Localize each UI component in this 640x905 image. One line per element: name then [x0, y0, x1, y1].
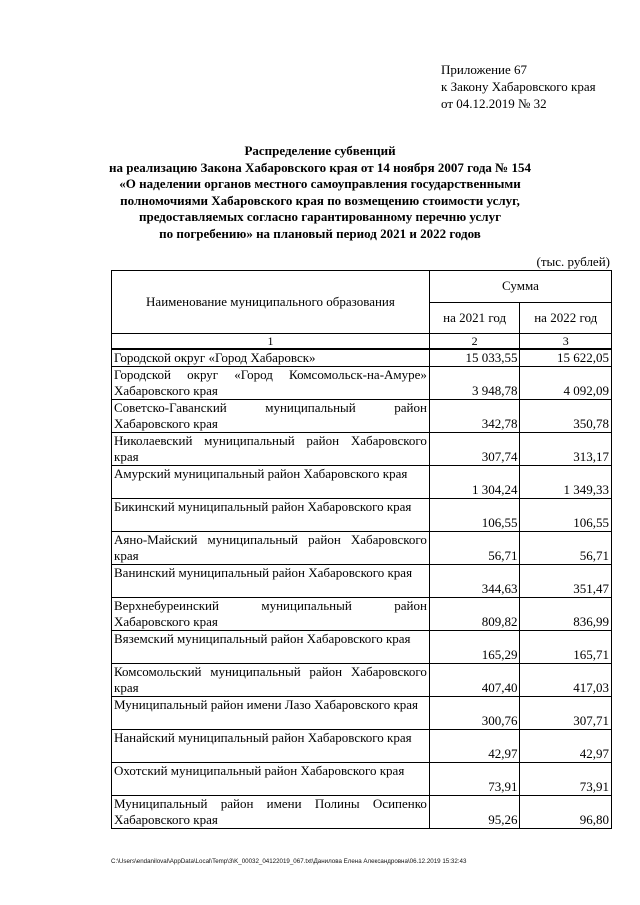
amount-2022: 307,71	[520, 697, 612, 730]
municipality-name: Городской округ «Город Комсомольск-на-Амуре» Хабаровского края	[112, 367, 430, 400]
appendix-date: от 04.12.2019 № 32	[441, 96, 547, 111]
amount-2022: 42,97	[520, 730, 612, 763]
table-row	[112, 349, 612, 367]
amount-2022: 56,71	[520, 532, 612, 565]
amount-2022: 165,71	[520, 631, 612, 664]
amount-2022: 73,91	[520, 763, 612, 796]
amount-2022: 351,47	[520, 565, 612, 598]
table-row	[112, 631, 612, 664]
title-line-4: полномочиями Хабаровского края по возмещению стоимости услуг,	[120, 192, 520, 208]
column-number-3: 3	[520, 334, 612, 350]
units-label: (тыс. рублей)	[536, 254, 610, 269]
amount-2021: 15 033,55	[429, 349, 520, 367]
table-row	[112, 433, 612, 466]
municipality-name: Муниципальный район имени Лазо Хабаровского края	[112, 697, 430, 730]
title-line-5: предоставляемых согласно гарантированному перечню услуг	[138, 209, 501, 224]
table-row	[112, 565, 612, 598]
municipality-name: Аяно-Майский муниципальный район Хабаровского края	[112, 532, 430, 565]
header-year-2022: на 2022 год	[520, 302, 612, 334]
file-path-footer: C:\Users\endaniloval\AppData\Local\Temp\3\K_00032_04122019_067.txt\Данилова Елена Александровна\06.12.2019 15:32:43	[111, 858, 467, 865]
municipality-name: Городской округ «Город Хабаровск»	[112, 349, 430, 367]
municipality-name: Нанайский муниципальный район Хабаровского края	[112, 730, 430, 763]
title-line-2: на реализацию Закона Хабаровского края от 14 ноября 2007 года № 154	[109, 159, 531, 175]
municipality-name: Комсомольский муниципальный район Хабаровского края	[112, 664, 430, 697]
header-municipality: Наименование муниципального образования	[112, 271, 430, 334]
amount-2022: 313,17	[520, 433, 612, 466]
amount-2021: 42,97	[429, 730, 520, 763]
table-row	[112, 730, 612, 763]
amount-2021: 73,91	[429, 763, 520, 796]
subsidy-table	[111, 270, 612, 829]
amount-2021: 56,71	[429, 532, 520, 565]
amount-2021: 1 304,24	[429, 466, 520, 499]
title-line-1: Распределение субвенций	[244, 143, 396, 158]
municipality-name: Амурский муниципальный район Хабаровского края	[112, 466, 430, 499]
amount-2022: 417,03	[520, 664, 612, 697]
amount-2021: 344,63	[429, 565, 520, 598]
municipality-name: Охотский муниципальный район Хабаровского края	[112, 763, 430, 796]
amount-2022: 4 092,09	[520, 367, 612, 400]
amount-2021: 106,55	[429, 499, 520, 532]
municipality-name: Верхнебуреинский муниципальный район Хабаровского края	[112, 598, 430, 631]
municipality-name: Муниципальный район имени Полины Осипенко Хабаровского края	[112, 796, 430, 829]
amount-2022: 836,99	[520, 598, 612, 631]
amount-2021: 95,26	[429, 796, 520, 829]
amount-2022: 96,80	[520, 796, 612, 829]
amount-2021: 3 948,78	[429, 367, 520, 400]
appendix-reference	[441, 61, 596, 112]
appendix-law: к Закону Хабаровского края	[441, 79, 596, 94]
title-line-3: «О наделении органов местного самоуправления государственными	[119, 176, 521, 191]
document-title	[100, 143, 540, 242]
column-number-2: 2	[429, 334, 520, 350]
amount-2021: 342,78	[429, 400, 520, 433]
municipality-name: Ванинский муниципальный район Хабаровского края	[112, 565, 430, 598]
table-row	[112, 796, 612, 829]
amount-2021: 307,74	[429, 433, 520, 466]
table-row	[112, 664, 612, 697]
header-year-2021: на 2021 год	[429, 302, 520, 334]
municipality-name: Николаевский муниципальный район Хабаровского края	[112, 433, 430, 466]
amount-2022: 1 349,33	[520, 466, 612, 499]
title-line-6: по погребению» на плановый период 2021 и 2022 годов	[159, 225, 481, 241]
amount-2021: 165,29	[429, 631, 520, 664]
table-row	[112, 367, 612, 400]
amount-2022: 15 622,05	[520, 349, 612, 367]
amount-2022: 350,78	[520, 400, 612, 433]
table-row	[112, 763, 612, 796]
amount-2022: 106,55	[520, 499, 612, 532]
municipality-name: Советско-Гаванский муниципальный район Хабаровского края	[112, 400, 430, 433]
table-row	[112, 532, 612, 565]
municipality-name: Бикинский муниципальный район Хабаровского края	[112, 499, 430, 532]
amount-2021: 300,76	[429, 697, 520, 730]
municipality-name: Вяземский муниципальный район Хабаровского края	[112, 631, 430, 664]
header-sum: Сумма	[429, 271, 611, 303]
amount-2021: 407,40	[429, 664, 520, 697]
table-row	[112, 697, 612, 730]
table-row	[112, 466, 612, 499]
table-row	[112, 499, 612, 532]
appendix-number: Приложение 67	[441, 62, 528, 77]
column-number-1: 1	[112, 334, 430, 350]
table-row	[112, 400, 612, 433]
table-row	[112, 598, 612, 631]
amount-2021: 809,82	[429, 598, 520, 631]
